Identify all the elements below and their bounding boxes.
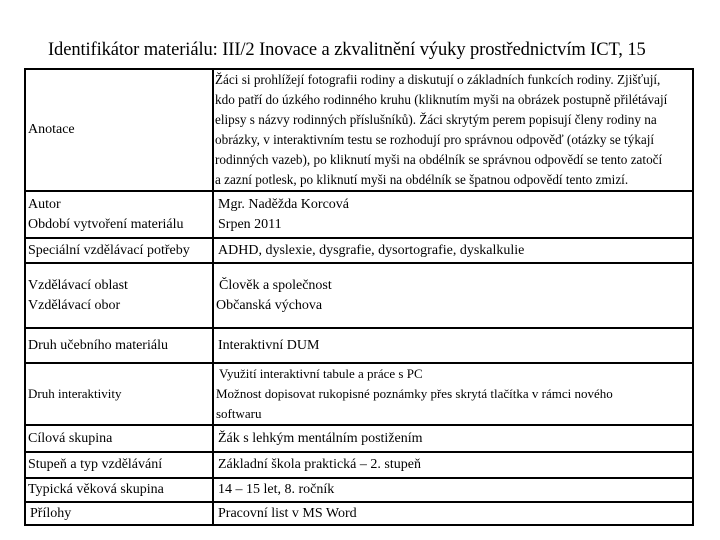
row-label xyxy=(25,328,213,363)
document-title: Identifikátor materiálu: III/2 Inovace a zkvalitnění výuky prostřednictvím ICT, 15 xyxy=(48,40,646,60)
value-interaktivita-line: Využití interaktivní tabule a práce s PC xyxy=(219,366,423,381)
table-row-vzdelavaci-oblast xyxy=(25,263,693,328)
value-vzdelavaci-oblast: Člověk a společnost xyxy=(219,277,332,293)
row-value xyxy=(213,191,693,238)
annotation-line: rodinných vazeb), po kliknutí myši na obdélník se správnou odpovědí se tento zatočí xyxy=(215,152,663,167)
row-value xyxy=(213,478,693,502)
table-row-prilohy xyxy=(25,502,693,525)
label-autor: Autor xyxy=(28,196,61,212)
annotation-line: kdo patří do úzkého rodinného kruhu (kliknutím myši na obrázek postupně přilétávají xyxy=(215,92,668,107)
row-label xyxy=(25,363,213,425)
annotation-line: a zazní potlesk, po kliknutí myši na obdélník se špatnou odpovědí tento zmizí. xyxy=(215,172,629,187)
row-value xyxy=(213,502,693,525)
annotation-line: obrázky, v interaktivním testu se rozhodují pro správnou odpověď (otázky se týkají xyxy=(215,132,655,147)
label-vekova-skupina: Typická věková skupina xyxy=(28,482,164,497)
annotation-line: elipsy s názvy rodinných příslušníků). Žáci skrytým perem popisují členy rodiny na xyxy=(215,112,657,127)
row-label xyxy=(25,452,213,478)
label-obdobi: Období vytvoření materiálu xyxy=(28,216,184,232)
table-row-druh-materialu xyxy=(25,328,693,363)
row-value xyxy=(213,363,693,425)
label-specialni-potreby: Speciální vzdělávací potřeby xyxy=(28,242,190,258)
table-row-specialni-potreby xyxy=(25,238,693,263)
value-prilohy: Pracovní list v MS Word xyxy=(218,505,357,521)
table-row-autor xyxy=(25,191,693,238)
row-value xyxy=(213,452,693,478)
label-anotace: Anotace xyxy=(28,122,75,137)
label-druh-interaktivity: Druh interaktivity xyxy=(28,386,122,401)
row-value xyxy=(213,69,693,191)
row-value xyxy=(213,328,693,363)
row-label xyxy=(25,238,213,263)
table-row-anotace xyxy=(25,69,693,191)
value-druh-materialu: Interaktivní DUM xyxy=(218,337,320,353)
value-cilova-skupina: Žák s lehkým mentálním postižením xyxy=(218,430,423,446)
label-cilova-skupina: Cílová skupina xyxy=(28,430,113,446)
annotation-line: Žáci si prohlížejí fotografii rodiny a diskutují o základních funkcích rodiny. Zjišťují, xyxy=(215,72,661,87)
value-interaktivita-line: softwaru xyxy=(216,406,262,421)
row-value xyxy=(213,263,693,328)
value-specialni-potreby: ADHD, dyslexie, dysgrafie, dysortografie, dyskalkulie xyxy=(218,242,525,258)
row-label xyxy=(25,191,213,238)
row-value xyxy=(213,238,693,263)
value-interaktivita-line: Možnost dopisovat rukopisné poznámky přes skrytá tlačítka v rámci nového xyxy=(216,386,613,401)
value-vekova-skupina: 14 – 15 let, 8. ročník xyxy=(218,482,335,497)
table-row-vekova-skupina xyxy=(25,478,693,502)
row-label xyxy=(25,425,213,452)
label-stupen-typ: Stupeň a typ vzdělávání xyxy=(28,457,163,472)
row-value xyxy=(213,425,693,452)
table-row-druh-interaktivity xyxy=(25,363,693,425)
table-row-stupen-typ xyxy=(25,452,693,478)
row-label xyxy=(25,69,213,191)
row-label xyxy=(25,502,213,525)
row-label xyxy=(25,478,213,502)
label-druh-materialu: Druh učebního materiálu xyxy=(28,337,168,353)
value-vzdelavaci-obor: Občanská výchova xyxy=(216,297,323,313)
label-vzdelavaci-oblast: Vzdělávací oblast xyxy=(28,277,128,293)
value-autor: Mgr. Naděžda Korcová xyxy=(218,196,350,212)
material-metadata-table xyxy=(24,68,694,526)
value-stupen-typ: Základní škola praktická – 2. stupeň xyxy=(218,457,421,472)
row-label xyxy=(25,263,213,328)
table-row-cilova-skupina xyxy=(25,425,693,452)
value-obdobi: Srpen 2011 xyxy=(218,216,282,232)
label-vzdelavaci-obor: Vzdělávací obor xyxy=(28,297,121,313)
label-prilohy: Přílohy xyxy=(30,505,72,521)
